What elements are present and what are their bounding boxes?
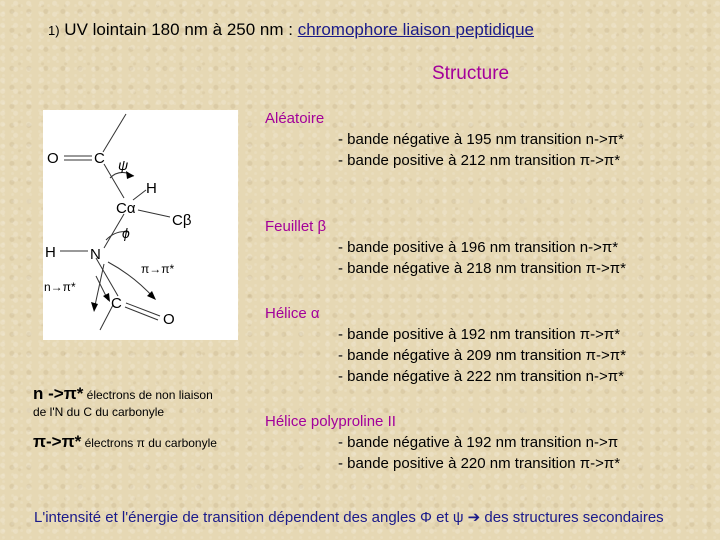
section-line: - bande positive à 196 nm transition n->π*	[338, 239, 619, 256]
slide-heading	[48, 20, 534, 40]
section-line: - bande négative à 218 nm transition π->π*	[338, 260, 626, 277]
section-line: - bande négative à 195 nm transition n->π*	[338, 131, 624, 148]
legend-n-pi-desc2: de l'N du C du carbonyle	[33, 405, 165, 419]
section-title-aleatoire: Aléatoire	[265, 110, 325, 127]
atom-o-bottom: O	[163, 311, 175, 328]
atom-c-top: C	[94, 150, 105, 167]
legend-pi-pi-desc: électrons π du carbonyle	[81, 436, 217, 450]
section-title-helice-alpha: Hélice α	[265, 305, 320, 322]
atom-o-top: O	[47, 150, 59, 167]
section-title-feuillet: Feuillet β	[265, 218, 327, 235]
legend-n-pi	[33, 384, 213, 404]
atom-c-beta: Cβ	[172, 212, 192, 229]
section-line: - bande positive à 192 nm transition π->π*	[338, 326, 621, 343]
section-line: - bande positive à 220 nm transition π->π*	[338, 455, 621, 472]
section-line: - bande positive à 212 nm transition π->π*	[338, 152, 621, 169]
atom-c-bottom: C	[111, 295, 122, 312]
legend-pi-pi-label: π->π*	[33, 432, 82, 451]
psi-symbol: ψ	[118, 157, 129, 173]
structure-title: Structure	[432, 63, 510, 84]
section-line: - bande négative à 209 nm transition π->π*	[338, 347, 626, 364]
atom-n: N	[90, 246, 101, 263]
heading-number: 1)	[48, 23, 60, 38]
pi-pi-transition-label: π→π*	[141, 262, 175, 276]
legend-n-pi-label: n ->π*	[33, 384, 84, 403]
atom-h-top: H	[146, 180, 157, 197]
legend-pi-pi	[33, 432, 217, 452]
section-line: - bande négative à 222 nm transition n->π*	[338, 368, 624, 385]
legend-n-pi-desc: électrons de non liaison	[83, 388, 213, 402]
heading-text: UV lointain 180 nm à 250 nm :	[64, 20, 298, 39]
footer-conclusion: L'intensité et l'énergie de transition dépendent des angles Φ et ψ ➔ des structures secondaires	[34, 509, 664, 526]
atom-h-left: H	[45, 244, 56, 261]
section-line: - bande négative à 192 nm transition n->π	[338, 434, 619, 451]
chromophore-link[interactable]: chromophore liaison peptidique	[297, 20, 534, 39]
n-pi-transition-label: n→π*	[44, 280, 76, 294]
diagram-panel	[43, 110, 238, 340]
section-title-polyproline: Hélice polyproline II	[265, 413, 396, 430]
atom-c-alpha: Cα	[116, 200, 136, 217]
phi-symbol: ϕ	[122, 225, 130, 241]
peptide-bond-diagram	[0, 100, 250, 340]
